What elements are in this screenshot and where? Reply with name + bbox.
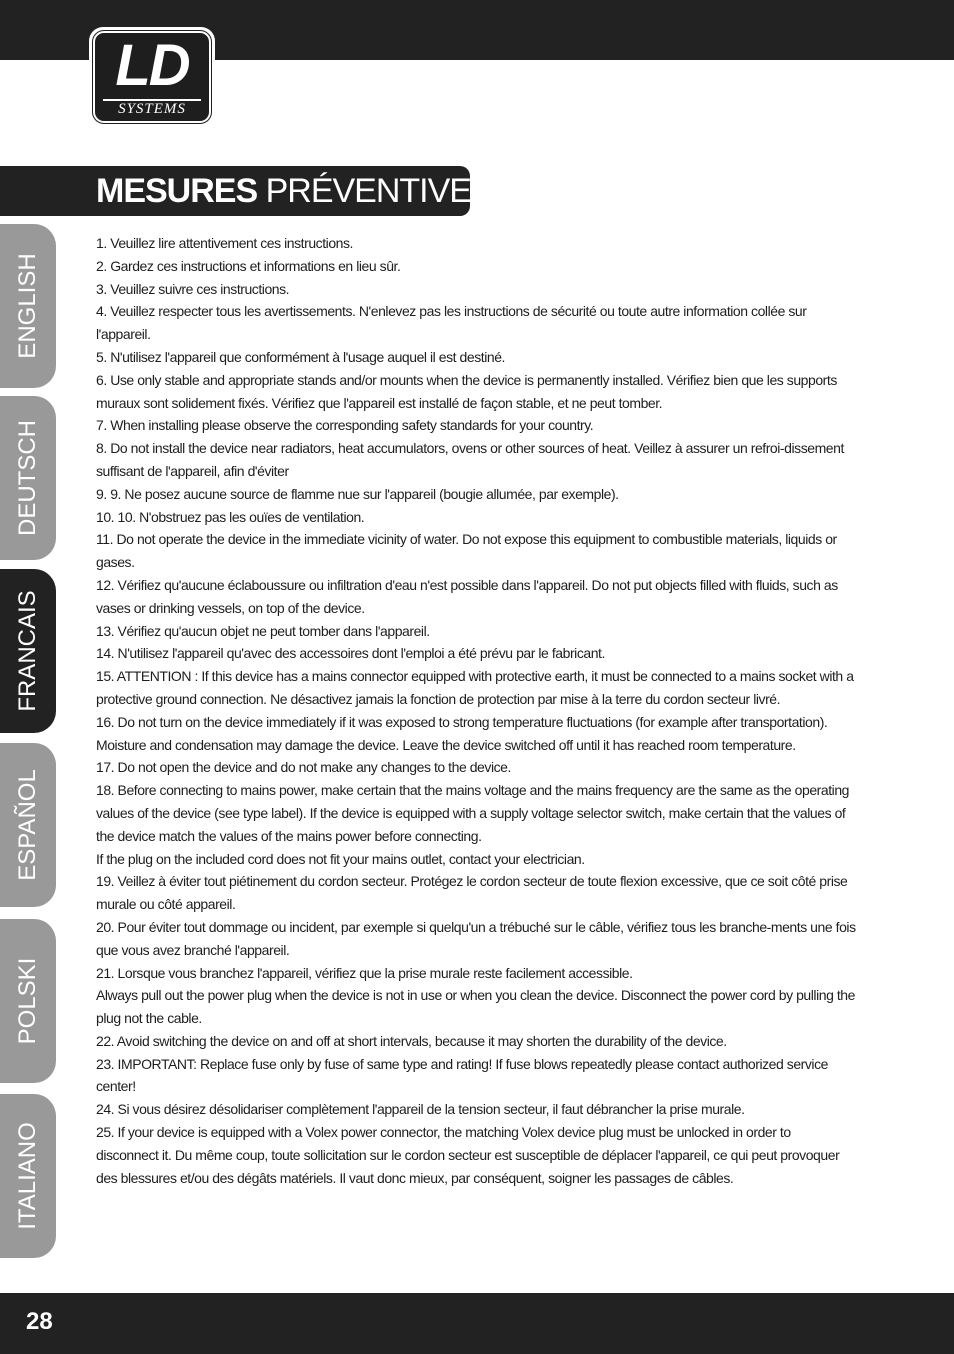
instruction-item: 13. Vérifiez qu'aucun objet ne peut tomber dans l'appareil. xyxy=(96,622,430,639)
tab-label: ENGLISH xyxy=(14,253,41,359)
page-title xyxy=(96,168,510,214)
instruction-item: 10. 10. N'obstruez pas les ouïes de ventilation. xyxy=(96,508,365,525)
instruction-item: 7. When installing please observe the corresponding safety standards for your country. xyxy=(96,417,594,434)
tab-english[interactable] xyxy=(0,224,56,388)
logo-badge xyxy=(93,31,211,123)
tab-label: FRANCAIS xyxy=(14,590,41,712)
instruction-item: 8. Do not install the device near radiators, heat accumulators, ovens or other sources of heat. Veillez à assurer un refroi-dissement suffisant de l'appareil, afin d'éviter xyxy=(96,440,844,479)
instruction-item: 5. N'utilisez l'appareil que conformément à l'usage auquel il est destiné. xyxy=(96,348,505,365)
instruction-item: If the plug on the included cord does not fit your mains outlet, contact your electrician. xyxy=(96,850,585,867)
safety-instructions xyxy=(96,232,856,1189)
instruction-item: 1. Veuillez lire attentivement ces instructions. xyxy=(96,235,353,251)
tab-italiano[interactable] xyxy=(0,1094,56,1258)
page-number: 28 xyxy=(26,1308,53,1335)
tab-francais[interactable] xyxy=(0,569,56,733)
instruction-item: 21. Lorsque vous branchez l'appareil, vérifiez que la prise murale reste facilement accessible. xyxy=(96,964,633,981)
bottom-bar xyxy=(0,1293,954,1354)
instruction-item: 20. Pour éviter tout dommage ou incident, par exemple si quelqu'un a trébuché sur le câble, vérifiez tous les branche-ments une fois que vous avez branché l'appareil. xyxy=(96,918,856,958)
tab-label: POLSKI xyxy=(14,957,41,1045)
instruction-item: 15. ATTENTION : If this device has a mains connector equipped with protective earth, it must be connected to a mains socket with a protective ground connection. Ne désactivez jamais la fonction de protection par mise à la terre du cordon secteur livré. xyxy=(96,668,854,707)
logo-main-text: LD xyxy=(115,33,189,98)
tab-label: DEUTSCH xyxy=(14,419,41,537)
instruction-item: 3. Veuillez suivre ces instructions. xyxy=(96,280,290,297)
instruction-item: 11. Do not operate the device in the immediate vicinity of water. Do not expose this equipment to combustible materials, liquids or gases. xyxy=(96,531,837,571)
instruction-item: 18. Before connecting to mains power, make certain that the mains voltage and the mains frequency are the same as the operating values of the device (see type label). If the device is equipped with a supply voltage selector switch, make certain that the values of the device match the values of the mains power before connecting. xyxy=(96,782,849,844)
instruction-item: 9. 9. Ne posez aucune source de flamme nue sur l'appareil (bougie allumée, par exemple). xyxy=(96,485,619,502)
instruction-item: 2. Gardez ces instructions et informations en lieu sûr. xyxy=(96,257,401,274)
instruction-item: 4. Veuillez respecter tous les avertissements. N'enlevez pas les instructions de sécurité ou toute autre information collée sur l'appareil. xyxy=(96,303,807,343)
instruction-item: 22. Avoid switching the device on and off at short intervals, because it may shorten the durability of the device. xyxy=(96,1032,727,1049)
instruction-item: 19. Veillez à éviter tout piétinement du cordon secteur. Protégez le cordon secteur de toute flexion excessive, que ce soit côté prise murale ou côté appareil. xyxy=(96,873,848,913)
tab-espanol[interactable] xyxy=(0,743,56,907)
tab-deutsch[interactable] xyxy=(0,396,56,560)
instruction-item: 25. If your device is equipped with a Volex power connector, the matching Volex device plug must be unlocked in order to disconnect it. Du même coup, toute sollicitation sur le cordon secteur est susceptible de déplacer l'appareil, ce qui peut provoquer des blessures et/ou des dégâts matériels. Il vaut donc mieux, par conséquent, soigner les passages de câbles. xyxy=(96,1124,840,1186)
tab-label: ESPAÑOL xyxy=(14,769,41,881)
tab-polski[interactable] xyxy=(0,919,56,1083)
logo-sub-text: SYSTEMS xyxy=(103,99,201,118)
tab-label: ITALIANO xyxy=(14,1122,41,1230)
instruction-item: 12. Vérifiez qu'aucune éclaboussure ou infiltration d'eau n'est possible dans l'appareil. Do not put objects filled with fluids, such as vases or drinking vessels, on top of the device. xyxy=(96,576,838,616)
page-title-rest: PRÉVENTIVES : xyxy=(257,172,510,210)
page-title-bold: MESURES xyxy=(96,172,258,210)
instruction-item: 23. IMPORTANT: Replace fuse only by fuse of same type and rating! If fuse blows repeatedly please contact authorized service center! xyxy=(96,1055,828,1095)
instruction-item: Always pull out the power plug when the device is not in use or when you clean the device. Disconnect the power cord by pulling the plug not the cable. xyxy=(96,987,855,1027)
instruction-item: 16. Do not turn on the device immediately if it was exposed to strong temperature fluctuations (for example after transportation). Moisture and condensation may damage the device. Leave the device switched off until it has reached room temperature. xyxy=(96,713,828,753)
instruction-item: 6. Use only stable and appropriate stands and/or mounts when the device is permanently installed. Vérifiez bien que les supports muraux sont solidement fixés. Vérifiez que l'appareil est installé de façon stable, et ne peut tomber. xyxy=(96,371,837,411)
ld-systems-logo xyxy=(89,27,215,127)
instruction-item: 14. N'utilisez l'appareil qu'avec des accessoires dont l'emploi a été prévu par le fabricant. xyxy=(96,645,605,662)
instruction-item: 17. Do not open the device and do not make any changes to the device. xyxy=(96,759,511,776)
instruction-item: 24. Si vous désirez désolidariser complètement l'appareil de la tension secteur, il faut débrancher la prise murale. xyxy=(96,1101,745,1118)
